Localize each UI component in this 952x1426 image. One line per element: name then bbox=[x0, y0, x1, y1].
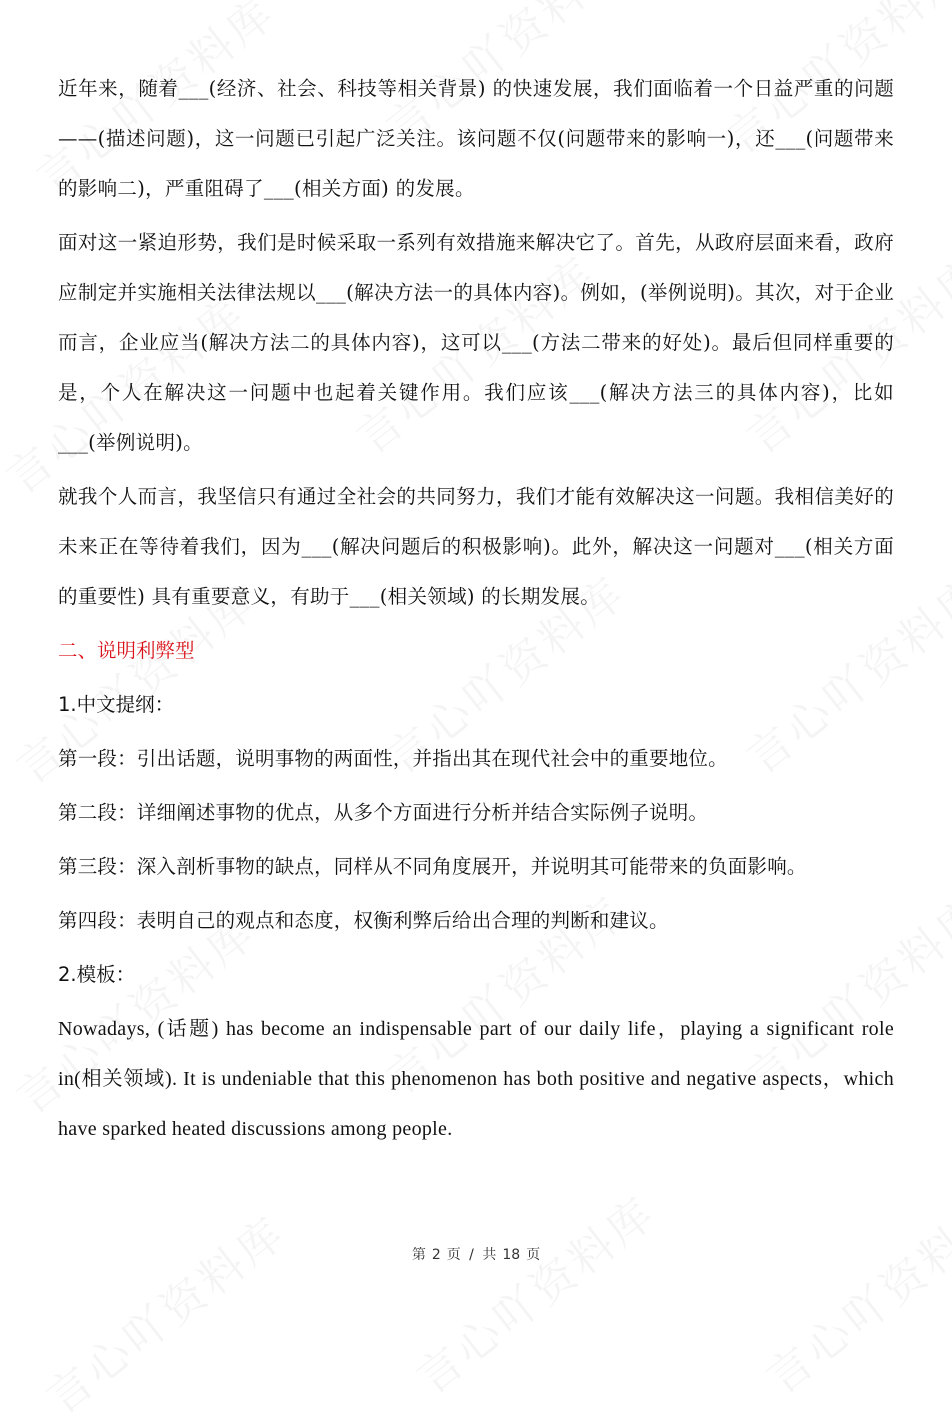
page-footer bbox=[0, 1244, 952, 1264]
template-paragraph: Nowadays, (话题) has become an indispensable part of our daily life，playing a significant role in(相关领域). It is undeniable that this phenomenon has both positive and negative aspects，which have sparked heated discussions among people. bbox=[58, 1018, 894, 1140]
body-paragraph-3: 就我个人而言，我坚信只有通过全社会的共同努力，我们才能有效解决这一问题。我相信美好的未来正在等待着我们，因为___(解决问题后的积极影响)。此外，解决这一问题对___(相关方面的重要性) 具有重要意义，有助于___(相关领域) 的长期发展。 bbox=[58, 485, 894, 608]
outline-item-2: 第二段：详细阐述事物的优点，从多个方面进行分析并结合实际例子说明。 bbox=[58, 801, 709, 824]
footer-prefix: 第 bbox=[411, 1247, 426, 1263]
watermark bbox=[751, 1178, 952, 1406]
outline-item-1: 第一段：引出话题，说明事物的两面性，并指出其在现代社会中的重要地位。 bbox=[58, 747, 728, 770]
body-paragraph-1: 近年来，随着___(经济、社会、科技等相关背景) 的快速发展，我们面临着一个日益严重的问题 ——(描述问题)，这一问题已引起广泛关注。该问题不仅(问题带来的影响一)，还___(问题带来的影响二)，严重阻碍了___(相关方面) 的发展。 bbox=[58, 77, 914, 200]
footer-mid: 页 / 共 bbox=[446, 1247, 497, 1263]
outline-item-3: 第三段：深入剖析事物的缺点，同样从不同角度展开，并说明其可能带来的负面影响。 bbox=[58, 855, 807, 878]
current-page-number: 2 bbox=[431, 1247, 441, 1263]
footer-suffix: 页 bbox=[526, 1247, 541, 1263]
document-page bbox=[58, 64, 914, 1158]
outline-item-4: 第四段：表明自己的观点和态度，权衡利弊后给出合理的判断和建议。 bbox=[58, 909, 669, 932]
outline-title: 1.中文提纲： bbox=[58, 693, 175, 716]
body-paragraph-2: 面对这一紧迫形势，我们是时候采取一系列有效措施来解决它了。首先，从政府层面来看，政府应制定并实施相关法律法规以___(解决方法一的具体内容)。例如，(举例说明)。其次，对于企业而言，企业应当(解决方法二的具体内容)，这可以___(方法二带来的好处)。最后但同样重要的是，个人在解决这一问题中也起着关键作用。我们应该___(解决方法三的具体内容)，比如___(举例说明)。 bbox=[58, 231, 894, 454]
watermark bbox=[31, 1198, 297, 1426]
template-title: 2.模板： bbox=[58, 963, 136, 986]
total-pages: 18 bbox=[502, 1247, 521, 1263]
watermark bbox=[401, 1178, 667, 1406]
section-heading: 二、说明利弊型 bbox=[58, 639, 195, 662]
